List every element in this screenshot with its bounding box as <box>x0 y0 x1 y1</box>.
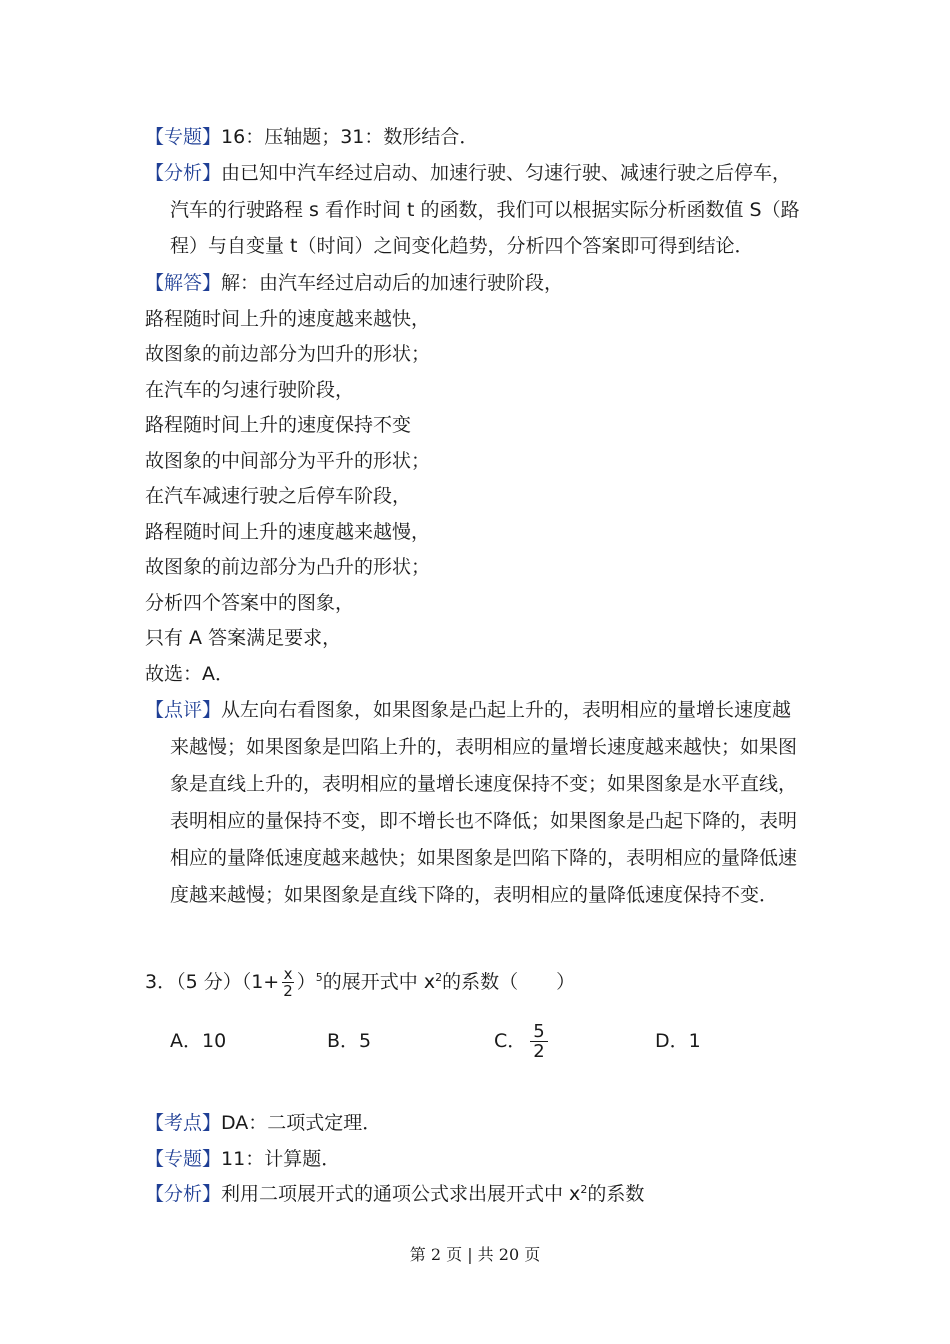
zhuanti-text: 16：压轴题；31：数形结合． <box>221 126 479 148</box>
solution-line: 路程随时间上升的速度越来越慢， <box>145 521 431 543</box>
option-c <box>494 1020 548 1062</box>
solution-line: 在汽车的匀速行驶阶段， <box>145 379 355 401</box>
exponent-2: 2 <box>580 1183 588 1196</box>
dianping-line: 象是直线上升的，表明相应的量增长速度保持不变；如果图象是水平直线， <box>170 773 798 795</box>
fraction-x-over-2 <box>281 966 295 999</box>
option-a: A．10 <box>170 1030 227 1052</box>
zhuanti-tag: 【专题】 <box>145 126 222 148</box>
jieda-tag: 【解答】 <box>145 272 222 294</box>
kaodian-tag: 【考点】 <box>145 1112 222 1134</box>
question-3-stem <box>145 962 575 1002</box>
option-d: D．1 <box>655 1030 701 1052</box>
fraction-numerator: 5 <box>530 1022 547 1042</box>
question-3-paren-close: ） <box>296 971 316 993</box>
dianping-line: 来越慢；如果图象是凹陷上升的，表明相应的量增长速度越来越快；如果图 <box>170 736 798 758</box>
fraction-denominator: 2 <box>283 982 293 1000</box>
fraction-5-over-2 <box>530 1022 547 1061</box>
solution-line: 路程随时间上升的速度保持不变 <box>145 414 412 436</box>
dianping-line: 度越来越慢；如果图象是直线下降的，表明相应的量降低速度保持不变． <box>170 884 779 906</box>
solution-line: 在汽车减速行驶之后停车阶段， <box>145 485 412 507</box>
jieda-line <box>145 270 563 296</box>
jieda-first-text: 解：由汽车经过启动后的加速行驶阶段， <box>221 272 564 294</box>
fenxi-tag: 【分析】 <box>145 1183 222 1205</box>
fenxi-text: 利用二项展开式的通项公式求出展开式中 x <box>221 1183 581 1205</box>
question-3-prefix: 3．（5 分）（1+ <box>145 971 280 993</box>
fraction-numerator: x <box>283 965 293 983</box>
solution-line: 故图象的前边部分为凸升的形状； <box>145 556 431 578</box>
option-c-label: C． <box>494 1030 527 1052</box>
exponent-5: 5 <box>315 971 323 984</box>
zhuanti-text: 11：计算题． <box>221 1148 341 1170</box>
solution-line: 故选：A． <box>145 663 234 685</box>
solution-line: 分析四个答案中的图象， <box>145 592 355 614</box>
dianping-tag: 【点评】 <box>145 699 222 721</box>
solution-line: 故图象的前边部分为凹升的形状； <box>145 343 431 365</box>
dianping-line: 相应的量降低速度越来越快；如果图象是凹陷下降的，表明相应的量降低速 <box>170 847 798 869</box>
solution-line: 故图象的中间部分为平升的形状； <box>145 450 431 472</box>
question-3-mid: 的展开式中 x <box>322 971 436 993</box>
fenxi-text-1: 由已知中汽车经过启动、加速行驶、匀速行驶、减速行驶之后停车， <box>221 162 792 184</box>
fenxi-line-3: 程）与自变量 t（时间）之间变化趋势，分析四个答案即可得到结论． <box>170 235 754 257</box>
zhuanti-line-2 <box>145 1146 340 1172</box>
solution-line: 路程随时间上升的速度越来越快， <box>145 308 431 330</box>
fenxi-suffix: 的系数 <box>587 1183 645 1205</box>
fenxi-line-1 <box>145 160 791 186</box>
fenxi-line-b2 <box>145 1181 644 1207</box>
solution-line: 只有 A 答案满足要求， <box>145 627 342 649</box>
fenxi-tag: 【分析】 <box>145 162 222 184</box>
fenxi-line-2: 汽车的行驶路程 s 看作时间 t 的函数，我们可以根据实际分析函数值 S（路 <box>170 199 800 221</box>
dianping-text-1: 从左向右看图象，如果图象是凸起上升的，表明相应的量增长速度越 <box>221 699 792 721</box>
question-3-suffix: 的系数（ ） <box>442 971 576 993</box>
dianping-line: 表明相应的量保持不变，即不增长也不降低；如果图象是凸起下降的，表明 <box>170 810 798 832</box>
exponent-2: 2 <box>435 971 443 984</box>
zhuanti-tag: 【专题】 <box>145 1148 222 1170</box>
dianping-line-1 <box>145 697 791 723</box>
zhuanti-line <box>145 124 478 150</box>
kaodian-line <box>145 1110 381 1136</box>
kaodian-text: DA：二项式定理． <box>221 1112 382 1134</box>
fraction-denominator: 2 <box>533 1041 545 1062</box>
page-footer: 第 2 页 | 共 20 页 <box>409 1245 541 1264</box>
option-b: B．5 <box>327 1030 372 1052</box>
